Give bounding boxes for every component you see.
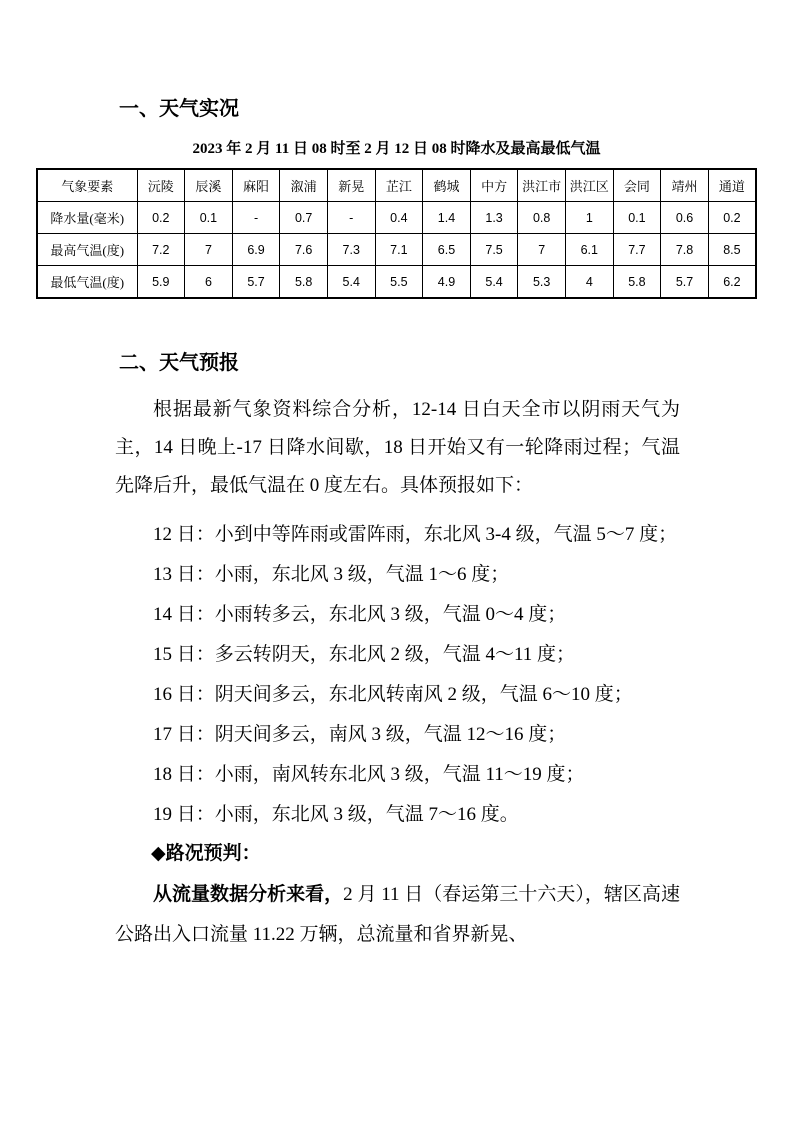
forecast-line: 14 日：小雨转多云，东北风 3 级，气温 0～4 度； [153,604,567,625]
table-cell-value: 1.4 [423,202,471,234]
road-forecast-heading: ◆路况预判： [151,843,261,864]
table-cell-value: 0.4 [375,202,423,234]
table-cell-value: 0.8 [518,202,566,234]
weather-table-header-row [37,169,756,202]
table-cell-value: - [327,202,375,234]
forecast-line: 17 日：阴天间多云，南风 3 级，气温 12～16 度； [153,724,567,745]
table-cell-value: 5.8 [613,266,661,299]
table-cell-value: 7.2 [137,234,185,266]
table-cell-value: 5.4 [327,266,375,299]
table-cell-value: 7.1 [375,234,423,266]
forecast-line: 18 日：小雨，南风转东北风 3 级，气温 11～19 度； [153,764,585,785]
table-row [37,202,756,234]
table-cell-value: 7 [518,234,566,266]
table-cell-value: 7 [185,234,233,266]
table-cell-value: 7.5 [470,234,518,266]
table-header-station: 沅陵 [137,169,185,202]
table-cell-value: 0.6 [661,202,709,234]
table-row [37,234,756,266]
forecast-line: 15 日：多云转阴天，东北风 2 级，气温 4～11 度； [153,644,576,665]
table-header-station: 会同 [613,169,661,202]
table-header-station: 鹤城 [423,169,471,202]
traffic-paragraph-lead: 从流量数据分析来看， [153,884,344,905]
table-cell-value: 0.7 [280,202,328,234]
table-header-station: 洪江区 [565,169,613,202]
table-cell-value: 5.9 [137,266,185,299]
table-cell-value: 0.1 [185,202,233,234]
traffic-paragraph-rest: 2 月 11 日（春运第三十六天），辖区高速公路出入口流量 11.22 万辆，总流量和省界新晃、 [115,884,680,945]
table-header-station: 新晃 [327,169,375,202]
table-header-station: 芷江 [375,169,423,202]
forecast-line: 19 日：小雨，东北风 3 级，气温 7～16 度。 [153,804,519,825]
forecast-line: 12 日：小到中等阵雨或雷阵雨，东北风 3-4 级，气温 5～7 度； [153,524,678,545]
table-cell-value: 4 [565,266,613,299]
traffic-paragraph [115,875,680,955]
section2-heading: 二、天气预报 [119,352,239,374]
table-cell-value: 5.3 [518,266,566,299]
table-header-element: 气象要素 [37,169,137,202]
table-cell-value: - [232,202,280,234]
table-cell-value: 6.2 [708,266,756,299]
table-row-label: 最高气温(度) [37,234,137,266]
table-header-station: 靖州 [661,169,709,202]
table-row-label: 最低气温(度) [37,266,137,299]
forecast-line: 13 日：小雨，东北风 3 级，气温 1～6 度； [153,564,510,585]
table-cell-value: 7.7 [613,234,661,266]
table-cell-value: 5.7 [661,266,709,299]
table-cell-value: 1.3 [470,202,518,234]
table-header-station: 中方 [470,169,518,202]
table-cell-value: 0.1 [613,202,661,234]
table-cell-value: 5.4 [470,266,518,299]
forecast-list [0,515,793,835]
table-cell-value: 5.7 [232,266,280,299]
table-cell-value: 7.8 [661,234,709,266]
table-header-station: 辰溪 [185,169,233,202]
table-header-station: 溆浦 [280,169,328,202]
table-cell-value: 4.9 [423,266,471,299]
table-header-station: 通道 [708,169,756,202]
table-cell-value: 7.6 [280,234,328,266]
table-header-station: 洪江市 [518,169,566,202]
table-row [37,266,756,299]
table-cell-value: 5.5 [375,266,423,299]
forecast-summary-paragraph: 根据最新气象资料综合分析，12-14 日白天全市以阴雨天气为主，14 日晚上-17 日降水间歇，18 日开始又有一轮降雨过程；气温先降后升，最低气温在 0 度左右。具体预报如下： [115,399,680,496]
table-cell-value: 7.3 [327,234,375,266]
table-cell-value: 6.5 [423,234,471,266]
table-cell-value: 8.5 [708,234,756,266]
table-cell-value: 0.2 [708,202,756,234]
table-header-station: 麻阳 [232,169,280,202]
table-row-label: 降水量(毫米) [37,202,137,234]
table-cell-value: 1 [565,202,613,234]
forecast-line: 16 日：阴天间多云，东北风转南风 2 级，气温 6～10 度； [153,684,633,705]
table-cell-value: 0.2 [137,202,185,234]
table-cell-value: 6 [185,266,233,299]
weather-table [36,168,757,299]
weather-table-title: 2023 年 2 月 11 日 08 时至 2 月 12 日 08 时降水及最高最低气温 [192,141,601,157]
table-cell-value: 6.1 [565,234,613,266]
section1-heading: 一、天气实况 [119,98,239,120]
table-cell-value: 5.8 [280,266,328,299]
table-cell-value: 6.9 [232,234,280,266]
